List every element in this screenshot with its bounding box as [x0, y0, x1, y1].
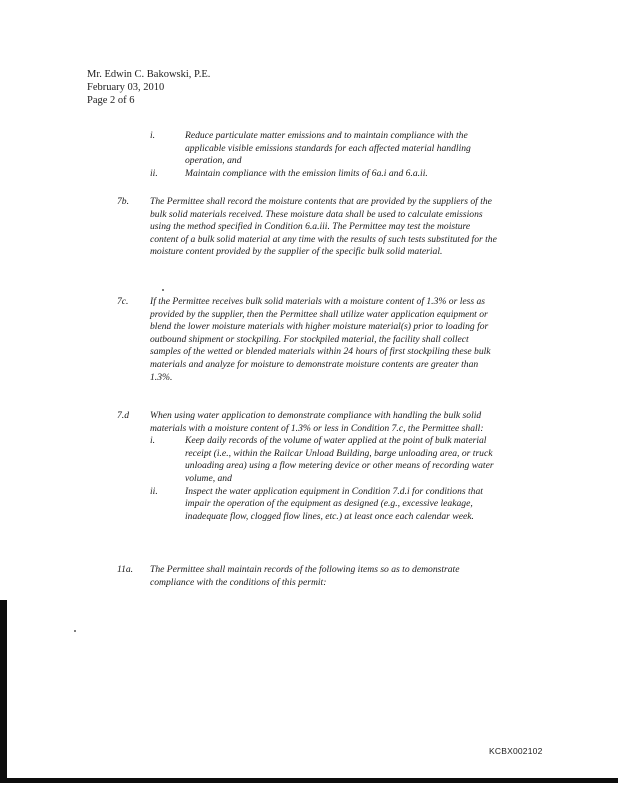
condition-number: 11a.	[117, 564, 134, 575]
item-text: Maintain compliance with the emission limits of 6a.i and 6.a.ii.	[185, 168, 428, 179]
page-number: Page 2 of 6	[87, 95, 135, 106]
scan-edge-bottom	[0, 778, 618, 783]
condition-text: If the Permittee receives bulk solid materials with a moisture content of 1.3% or less as provided by the supplier, then the Permittee shall utilize water application equipment or blend the lower moisture materials with higher moisture material(s) prior to loading for outbound shipment or stockpiling. For stockpiled material, the facility shall collect samples of the wetted or blended materials within 24 hours of first stockpiling these bulk materials and analyze for moisture to demonstrate moisture contents are greater than 1.3%.	[150, 296, 491, 383]
recipient-name: Mr. Edwin C. Bakowski, P.E.	[87, 69, 211, 80]
list-item	[150, 130, 480, 168]
condition-7d	[117, 410, 497, 523]
item-number: ii.	[150, 168, 158, 179]
letter-header	[87, 68, 210, 107]
list-item	[150, 435, 497, 485]
condition-number: 7b.	[117, 196, 129, 207]
condition-11a	[117, 564, 497, 589]
scan-speck	[162, 289, 164, 291]
list-item	[150, 486, 497, 524]
item-number: ii.	[150, 485, 158, 497]
list-item	[150, 168, 480, 181]
bates-number: KCBX002102	[489, 746, 543, 756]
item-text: Reduce particulate matter emissions and to maintain compliance with the applicable visible emissions standards for each affected material handling operation, and	[185, 130, 471, 167]
condition-number: 7c.	[117, 296, 129, 307]
condition-text: The Permittee shall maintain records of the following items so as to demonstrate compliance with the conditions of this permit:	[150, 564, 460, 588]
condition-text: When using water application to demonstrate compliance with handling the bulk solid materials with a moisture content of 1.3% or less in Condition 7.c, the Permittee shall:	[150, 410, 484, 434]
item-text: Inspect the water application equipment in Condition 7.d.i for conditions that impair the operation of the equipment as designed (e.g., excessive leakage, inadequate flow, clogged flow lines, etc.) at least once each calendar week.	[185, 485, 483, 522]
condition-7b	[117, 196, 497, 259]
condition-text: The Permittee shall record the moisture contents that are provided by the suppliers of the bulk solid materials received. These moisture data shall be used to calculate emissions using the method specified in Condition 6.a.iii. The Permittee may test the moisture content of a bulk solid material at any time with the results of such tests substituted for the moisture content provided by the supplier of the specific bulk solid material.	[150, 196, 497, 258]
scan-speck	[74, 630, 76, 632]
letter-date: February 03, 2010	[87, 82, 165, 93]
item-number: i.	[150, 130, 156, 141]
item-number: i.	[150, 435, 156, 447]
condition-7c	[117, 296, 497, 384]
condition-number: 7.d	[117, 410, 129, 421]
scan-edge-left	[0, 600, 7, 780]
item-text: Keep daily records of the volume of water applied at the point of bulk material receipt (i.e., within the Railcar Unload Building, barge unloading area, or truck unloading area) using a flow metering device or other means of recording water volume, and	[185, 435, 494, 484]
